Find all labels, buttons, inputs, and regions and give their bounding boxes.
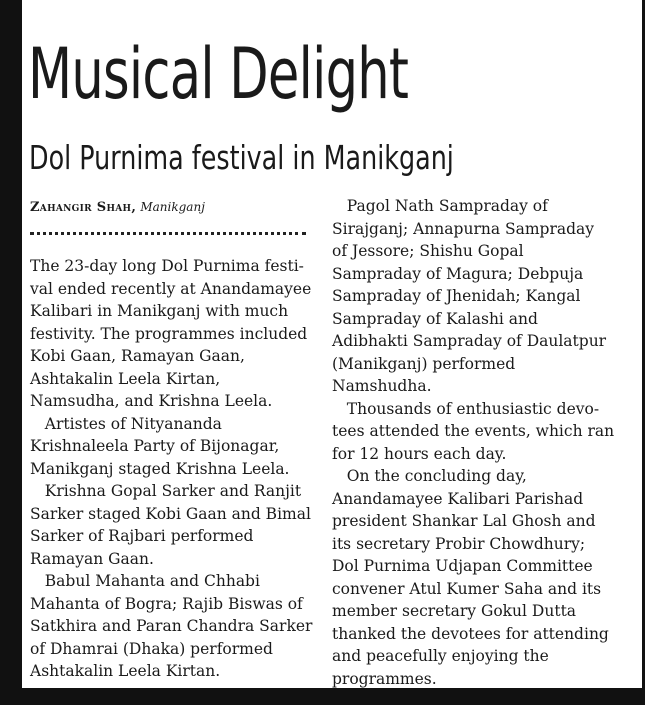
byline-location: Manikganj bbox=[140, 200, 205, 214]
text-line: Namshudha. bbox=[332, 377, 432, 395]
text-line: Babul Mahanta and Chhabi bbox=[30, 572, 260, 590]
text-line: Ramayan Gaan. bbox=[30, 549, 154, 568]
text-line: The 23-day long Dol Purnima festi- bbox=[30, 257, 304, 275]
article-column-1 bbox=[30, 255, 320, 683]
text-line: Sampraday of Kalashi and bbox=[332, 309, 538, 328]
text-line: tees attended the events, which ran bbox=[332, 422, 615, 440]
text-line: its secretary Probir Chowdhury; bbox=[332, 534, 586, 553]
bottom-border bbox=[0, 688, 645, 705]
text-line: val ended recently at Anandamayee bbox=[30, 279, 312, 298]
text-line: Sarker of Rajbari performed bbox=[30, 527, 254, 545]
text-line: convener Atul Kumer Saha and its bbox=[332, 579, 602, 598]
text-line: Thousands of enthusiastic devo- bbox=[332, 399, 600, 418]
text-line: Adibhakti Sampraday of Daulatpur bbox=[332, 332, 607, 350]
subheadline: Dol Purnima festival in Manikganj bbox=[29, 138, 454, 177]
text-line: Kalibari in Manikganj with much bbox=[30, 302, 289, 320]
text-line: president Shankar Lal Ghosh and bbox=[332, 512, 596, 530]
text-line: Sarker staged Kobi Gaan and Bimal bbox=[30, 504, 311, 523]
text-line: (Manikganj) performed bbox=[332, 354, 516, 373]
text-line: festivity. The programmes included bbox=[30, 324, 308, 343]
text-line: Krishna Gopal Sarker and Ranjit bbox=[30, 482, 302, 500]
text-line: Sampraday of Jhenidah; Kangal bbox=[332, 287, 581, 305]
text-line: Dol Purnima Udjapan Committee bbox=[332, 557, 593, 575]
article-column-2 bbox=[332, 195, 622, 688]
text-line: Krishnaleela Party of Bijonagar, bbox=[30, 437, 280, 455]
text-line: On the concluding day, bbox=[332, 467, 527, 485]
byline-author: Zahangir Shah, bbox=[30, 200, 137, 215]
text-line: member secretary Gokul Dutta bbox=[332, 602, 577, 620]
text-line: Artistes of Nityananda bbox=[30, 414, 222, 433]
text-line: Anandamayee Kalibari Parishad bbox=[332, 489, 584, 508]
text-line: of Jessore; Shishu Gopal bbox=[332, 242, 524, 260]
text-line: thanked the devotees for attending bbox=[332, 624, 609, 643]
text-line: Sirajganj; Annapurna Sampraday bbox=[332, 219, 595, 238]
text-line: and peacefully enjoying the bbox=[332, 647, 549, 665]
dotted-divider bbox=[30, 232, 306, 235]
text-line: Kobi Gaan, Ramayan Gaan, bbox=[30, 347, 245, 365]
text-line: Namsudha, and Krishna Leela. bbox=[30, 392, 273, 410]
text-line: of Dhamrai (Dhaka) performed bbox=[30, 639, 273, 658]
headline: Musical Delight bbox=[28, 33, 409, 115]
text-line: Ashtakalin Leela Kirtan. bbox=[30, 662, 221, 680]
text-line: Pagol Nath Sampraday of bbox=[332, 197, 548, 215]
text-line: for 12 hours each day. bbox=[332, 444, 507, 463]
text-line: Ashtakalin Leela Kirtan, bbox=[30, 369, 221, 388]
byline bbox=[30, 197, 205, 218]
text-line: Sampraday of Magura; Debpuja bbox=[332, 264, 584, 283]
text-line: Satkhira and Paran Chandra Sarker bbox=[30, 617, 313, 635]
text-line: Manikganj staged Krishna Leela. bbox=[30, 459, 290, 478]
text-line: programmes. bbox=[332, 669, 437, 688]
newspaper-clipping bbox=[22, 0, 642, 688]
text-line: Mahanta of Bogra; Rajib Biswas of bbox=[30, 594, 303, 613]
